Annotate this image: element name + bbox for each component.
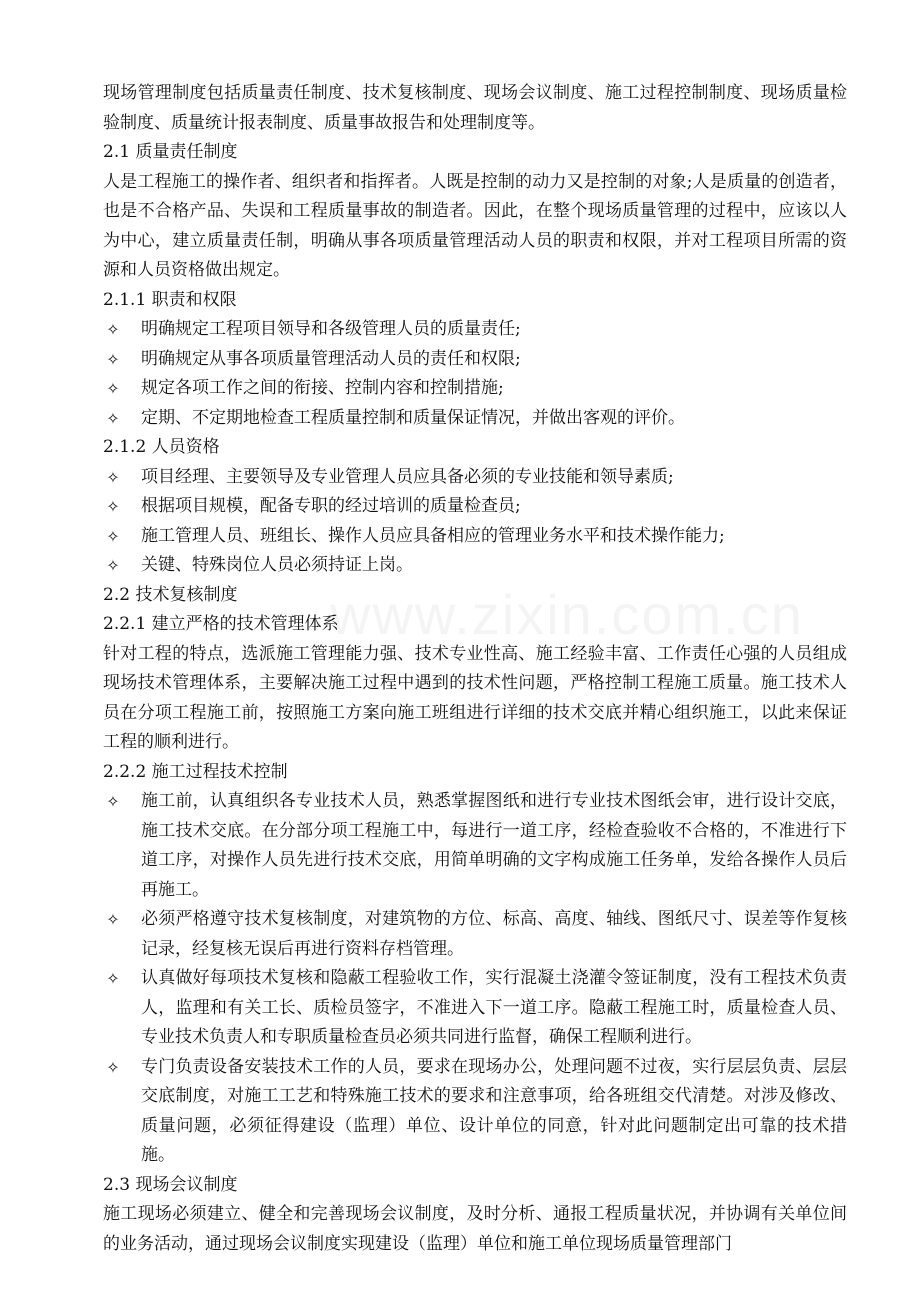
heading-2-2-2: 2.2.2 施工过程技术控制: [103, 761, 288, 782]
list-item-text: 关键、特殊岗位人员必须持证上岗。: [141, 555, 413, 575]
star-bullet-icon: ✧: [106, 497, 120, 516]
paragraph-2-2-1: 针对工程的特点，选派施工管理能力强、技术专业性高、施工经验丰富、工作责任心强的人员组成现场技术管理体系，主要解决施工过程中遇到的技术性问题，严格控制工程施工质量。施工技术人员在分项工程施工前，按照施工方案向施工班组进行详细的技术交底并精心组织施工，以此来保证工程的顺利进行。: [103, 643, 847, 752]
star-bullet-icon: ✧: [106, 1057, 120, 1077]
list-item-text: 明确规定工程项目领导和各级管理人员的质量责任;: [141, 319, 521, 339]
star-bullet-icon: ✧: [106, 556, 120, 575]
list-item-text: 项目经理、主要领导及专业管理人员应具备必须的专业技能和领导素质;: [141, 466, 674, 487]
star-bullet-icon: ✧: [106, 526, 120, 546]
star-bullet-icon: ✧: [106, 792, 120, 811]
list-item-text: 专门负责设备安装技术工作的人员，要求在现场办公，处理问题不过夜，实行层层负责、层层交底制度，对施工工艺和特殊施工技术的要求和注意事项，给各班组交代清楚。对涉及修改、质量问题，必须征得建设（监理）单位、设计单位的同意，针对此问题制定出可靠的技术措施。: [141, 1056, 847, 1165]
list-item-text: 施工前，认真组织各专业技术人员，熟悉掌握图纸和进行专业技术图纸会审，进行设计交底，施工技术交底。在分部分项工程施工中，每进行一道工序，经检查验收不合格的，不准进行下道工序，对操作人员先进行技术交底，用简单明确的文字构成施工任务单，发给各操作人员后再施工。: [141, 791, 847, 900]
heading-2-1: 2.1 质量责任制度: [103, 142, 238, 162]
list-2-2-2: [103, 787, 847, 1171]
star-bullet-icon: ✧: [106, 910, 120, 929]
heading-2-3: 2.3 现场会议制度: [103, 1174, 238, 1195]
list-item: [103, 522, 847, 552]
heading-2-2: 2.2 技术复核制度: [103, 584, 238, 605]
list-item-text: 规定各项工作之间的衔接、控制内容和控制措施;: [141, 378, 504, 398]
watermark: www.zixin.com.cn: [330, 583, 804, 646]
list-item: [103, 905, 847, 964]
list-item-text: 施工管理人员、班组长、操作人员应具备相应的管理业务水平和技术操作能力;: [141, 525, 725, 546]
list-item-text: 定期、不定期地检查工程质量控制和质量保证情况，并做出客观的评价。: [141, 407, 685, 428]
heading-2-1-1: 2.1.1 职责和权限: [103, 289, 237, 310]
intro-paragraph: 现场管理制度包括质量责任制度、技术复核制度、现场会议制度、施工过程控制制度、现场质量检验制度、质量统计报表制度、质量事故报告和处理制度等。: [103, 83, 847, 133]
list-item-text: 必须严格遵守技术复核制度，对建筑物的方位、标高、高度、轴线、图纸尺寸、误差等作复核记录，经复核无误后再进行资料存档管理。: [141, 909, 847, 959]
list-item: [103, 492, 847, 522]
list-item: [103, 551, 847, 581]
star-bullet-icon: ✧: [106, 408, 120, 428]
list-item: [103, 315, 847, 345]
document-body: [103, 79, 847, 1259]
list-2-1-2: [103, 463, 847, 581]
star-bullet-icon: ✧: [106, 467, 120, 487]
list-item: [103, 404, 847, 434]
list-item-text: 认真做好每项技术复核和隐蔽工程验收工作，实行混凝土浇灌令签证制度，没有工程技术负责人，监理和有关工长、质检员签字，不准进入下一道工序。隐蔽工程施工时，质量检查人员、专业技术负责人和专职质量检查员必须共同进行监督，确保工程顺利进行。: [141, 968, 847, 1047]
list-item-text: 根据项目规模，配备专职的经过培训的质量检查员;: [141, 496, 521, 516]
paragraph-2-1: 人是工程施工的操作者、组织者和指挥者。人既是控制的动力又是控制的对象;人是质量的创造者，也是不合格产品、失误和工程质量事故的制造者。因此，在整个现场质量管理的过程中，应该以人为中心，建立质量责任制，明确从事各项质量管理活动人员的职责和权限，并对工程项目所需的资源和人员资格做出规定。: [103, 171, 847, 280]
star-bullet-icon: ✧: [106, 320, 120, 339]
list-item: [103, 1053, 847, 1171]
list-2-1-1: [103, 315, 847, 433]
list-item: [103, 345, 847, 375]
list-item: [103, 964, 847, 1053]
list-item: [103, 463, 847, 493]
star-bullet-icon: ✧: [106, 969, 120, 988]
star-bullet-icon: ✧: [106, 379, 120, 398]
star-bullet-icon: ✧: [106, 349, 120, 369]
list-item-text: 明确规定从事各项质量管理活动人员的责任和权限;: [141, 348, 521, 369]
list-item: [103, 374, 847, 404]
list-item: [103, 787, 847, 905]
heading-2-2-1: 2.2.1 建立严格的技术管理体系: [103, 614, 339, 634]
paragraph-2-3: 施工现场必须建立、健全和完善现场会议制度，及时分析、通报工程质量状况，并协调有关单位间的业务活动，通过现场会议制度实现建设（监理）单位和施工单位现场质量管理部门: [103, 1204, 847, 1254]
heading-2-1-2: 2.1.2 人员资格: [103, 437, 220, 457]
